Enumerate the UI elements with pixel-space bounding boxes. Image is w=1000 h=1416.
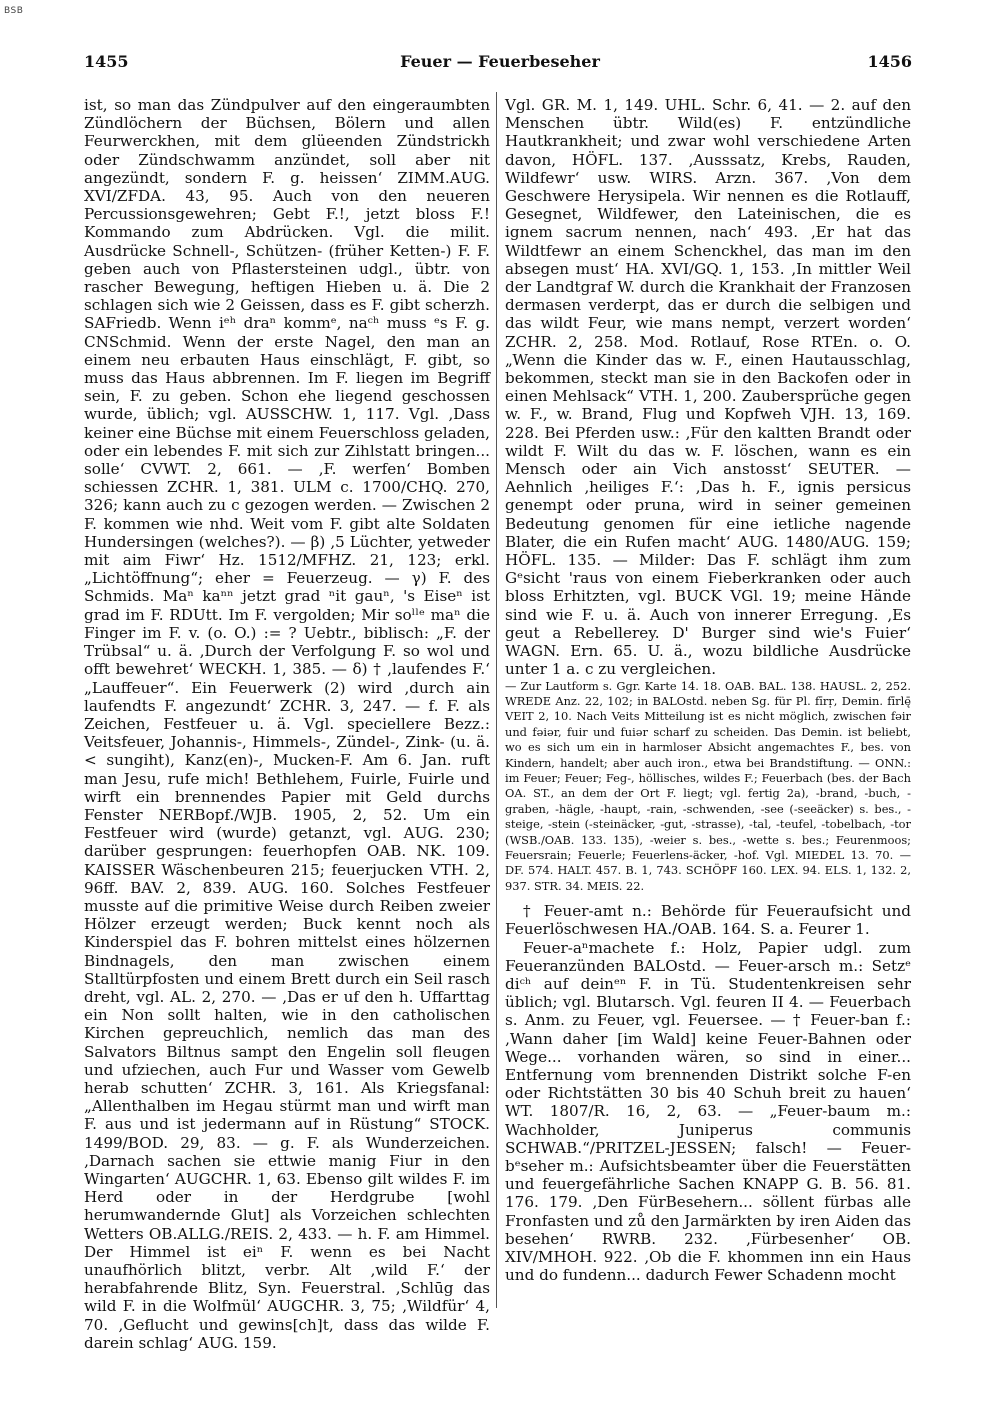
running-title: Feuer — Feuerbeseher — [400, 52, 600, 71]
entry-text: Vgl. GR. M. 1, 149. UHL. Schr. 6, 41. — 2. auf den Menschen übtr. Wild(es) F. entzündliche Hautkrankheit; und zwar wohl verschiedene Arten davon, HÖFL. 137. ‚Ausssatz, Krebs, Rauden, Wildfewr‘ usw. WIRS. Arzn. 367. ‚Von dem Geschwere Herysipela. Wir nennen es die Rotlauff, Gesegnet, Wildfewer, den Lateinischen, die es ignem sacrum nennen, nach‘ 493. ‚Er hat das Wildtfewr an einem Schenckhel, das man im den absegen must‘ HA. XVI/GQ. 1, 153. ‚In mittler Weil der Landtgraf W. durch die Krankhait der Franzosen dermasen verderpt, das er durch die selbigen und das wildt Feur, wie mans nempt, verzert worden‘ ZCHR. 2, 258. Mod. Rotlauf, Rose RTEn. o. O. „Wenn die Kinder das w. F., einen Hautausschlag, bekommen, steckt man sie in den Backofen oder in einen Mehlsack“ VTH. 1, 200. Zaubersprüche gegen w. F., w. Brand, Flug und Kopfweh VJH. 13, 169. 228. Bei Pferden usw.: ‚Für den kaltten Brandt oder wildt F. Wilt du das w. F. löschen, wann es ein Mensch oder ain Vich anstosst‘ SEUTER. — Aehnlich ‚heiliges F.‘: ‚Das h. F., ignis persicus genempt oder pruna, wird in seiner gemeinen Bedeutung genomen für eine ietliche nagende Blater, die ein Rufen macht‘ AUG. 1480/AUG. 159; HÖFL. 135. — Milder: Das F. schlägt ihm zum Gᵉsicht 'raus von einem Fieberkranken oder auch bloss Erhitzten, vgl. BUCK VGl. 19; meine Hände sind wie F. u. ä. Auch von innerer Erregung. ‚Es geut a Rebellerey. D' Burger sind wie's Fuier‘ WAGN. Ern. 65. U. ä., wozu bildliche Ausdrücke unter 1 a. c zu vergleichen. — [505, 96, 911, 679]
page-number-right: 1456 — [867, 52, 912, 71]
entry-feuer-anmachete: Feuer-aⁿmachete f.: Holz, Papier udgl. zum Feueranzünden BALOstd. — Feuer-arsch m.: Setzᵉ diᶜʰ auf deinᵉⁿ F. in Tü. Studentenkreisen sehr üblich; vgl. Blutarsch. Vgl. feuren II 4. — Feuerbach s. Anm. zu Feuer, vgl. Feuersee. — † Feuer-ban f.: ‚Wann daher [im Wald] keine Feuer-Bahnen oder Wege... vorhanden wären, so sind in einer... Entfernung vom brennenden Distrikt solche F-en oder Richtstätten 30 bis 40 Schuh breit zu hauen‘ WT. 1807/R. 16, 2, 63. — „Feuer-baum m.: Wachholder, Juniperus communis SCHWAB.“/PRITZEL-JESSEN; falsch! — Feuer-bᵉseher m.: Aufsichtsbeamter über die Feuerstätten und feuergefährliche Sachen KNAPP G. B. 56. 81. 176. 179. ‚Den FürBesehern... söllent fürbas alle Fronfasten und zů den Jarmärkten by iren Aiden das besehen‘ RWRB. 232. ‚Fürbesenher‘ OB. XIV/MHOH. 922. ‚Ob die F. khommen inn ein Haus und do fundenn... dadurch Fewer Schadenn mocht — [505, 938, 911, 1285]
entry-text: ist, so man das Zündpulver auf den eingeraumbten Zündlöchern der Büchsen, Bölern und allen Feurwerckhen, mit dem glüeenden Zündstrickh oder Zündschwamm anzündet, soll aber nit angezündt, sondern F. g. heissen‘ ZIMM.AUG. XVI/ZFDA. 43, 95. Auch von den neueren Percussionsgewehren; Gebt F.!, jetzt bloss F.! Kommando zum Abdrücken. Vgl. die milit. Ausdrücke Schnell-, Schützen- (früher Ketten-) F. F. geben auch von Pflastersteinen udgl., übtr. von rascher Bewegung, heftigen Hieben u. ä. Die 2 schlagen sich wie 2 Geissen, dass es F. gibt scherzh. SAFriedb. Wenn iᵉʰ draⁿ kommᵉ, naᶜʰ muss ᵉs F. g. CNSchmid. Wenn der erste Nagel, den man an einem neu erbauten Haus einschlägt, F. gibt, so muss das Haus abbrennen. Im F. liegen im Begriff sein, F. zu geben. Schon ehe liegend geschossen wurde, üblich; vgl. AUSSCHW. 1, 117. Vgl. ‚Dass keiner eine Büchse mit einem Feuerschloss geladen, oder ein lebendes F. mit sich zur Zihlstatt bringen... solle‘ CVWT. 2, 661. — ‚F. werfen‘ Bomben schiessen ZCHR. 1, 381. ULM c. 1700/CHQ. 270, 326; kann auch zu c gezogen werden. — Zwischen 2 F. kommen wie nhd. Weit vom F. gibt alte Soldaten Hundersingen (welches?). — β) ‚5 Lüchter, yetweder mit aim Fiwr‘ Hz. 1512/MFHZ. 21, 123; erkl. „Lichtöffnung“; eher = Feuerzeug. — γ) F. des Schmids. Maⁿ kaⁿⁿ jetzt grad ⁿit gauⁿ, 's Eiseⁿ ist grad im F. RDUtt. Im F. vergolden; Mir soˡˡᵉ maⁿ die Finger im F. v. (o. O.) := ? Uebtr., biblisch: „F. der Trübsal“ u. ä. ‚Durch der Verfolgung F. so wol und offt bewehret‘ WECKH. 1, 385. — δ) † ‚laufendes F.‘ „Lauffeuer“. Ein Feuerwerk (2) wird ‚durch ain laufendts F. angezundt‘ ZCHR. 3, 247. — f. F. als Zeichen, Festfeuer u. ä. Vgl. speciellere Bezz.: Veitsfeuer, Johannis-, Himmels-, Zündel-, Zink- (u. ä. < sungiht), Kanz(en)-, Mucken-F. Am 6. Jan. ruft man Jesu, rufe mich! Bethlehem, Fuirle, Fuirle und wirft ein brennendes Papier mit Geld durchs Fenster NERBopf./WJB. 1905, 2, 52. Um ein Festfeuer wird (wurde) getanzt, vgl. AUG. 230; darüber gesprungen: feuerhopfen OAB. NK. 109. KAISSER Wäschenbeuren 215; feuerjucken VTH. 2, 96ff. BAV. 2, 839. AUG. 160. Solches Festfeuer musste auf die primitive Weise durch Reiben zweier Hölzer erzeugt werden; Buck kennt noch als Kinderspiel das F. bohren mittelst eines hölzernen Bindnagels, den man zwischen einem Stalltürpfosten und einem Brett durch ein Seil rasch dreht, vgl. AL. 2, 270. — ‚Das er uf den h. Uffarttag ein Non sollt halten, wie in den catholischen Kirchen gepreuchlich, nemlich das man des Salvators Biltnus sampt den Engelin soll fleugen und ufziechen, auch Fur und Wasser vom Gewelb herab schutten‘ ZCHR. 3, 161. Als Kriegsfanal: „Allenthalben im Hegau stürmt man und wirft man F. aus und ist jedermann auf in Rüstung“ STOCK. 1499/BOD. 29, 83. — g. F. als Wunderzeichen. ‚Darnach sachen sie ettwie manig Fiur in den Wingarten‘ AUGCHR. 1, 63. Ebenso gilt wildes F. im Herd oder in der Herdgrube [wohl herumwandernde Glut] als Vorzeichen schlechten Wetters OB.ALLG./REIS. 2, 433. — h. F. am Himmel. Der Himmel ist eiⁿ F. wenn es bei Nacht unaufhörlich blitzt, verbr. Alt ‚wild F.‘ der herabfahrende Blitz, Syn. Feuerstral. ‚Schlūg das wild F. in die Wolfmül‘ AUGCHR. 3, 75; ‚Wildfür‘ 4, 70. ‚Geflucht und gewins[ch]t, dass das wilde F. darein schlag‘ AUG. 159. — [84, 96, 490, 1352]
page-header — [0, 52, 1000, 82]
page-number-left: 1455 — [84, 52, 129, 71]
right-column — [505, 96, 911, 1304]
entry-feuer-amt: † Feuer-amt n.: Behörde für Feueraufsicht und Feuerlöschwesen HA./OAB. 164. S. a. Feurer 1. — [505, 902, 911, 939]
library-stamp: BSB — [4, 6, 24, 16]
left-column — [84, 96, 490, 1352]
etymology-note: — Zur Lautform s. Ggr. Karte 14. 18. OAB. BAL. 138. HAUSL. 2, 252. WREDE Anz. 22, 102; in BALOstd. neben Sg. für Pl. fīrṛ, Demin. fīrlę̄ VEIT 2, 10. Nach Veits Mitteilung ist es nicht möglich, zwischen fəir und fəiər, fuir und fuiər scharf zu scheiden. Das Demin. ist beliebt, wo es sich um ein in harmloser Absicht angemachtes F., bes. von Kindern, handelt; aber auch iron., etwa bei Brandstiftung. — ONN.: im Feuer; Feuer; Feg-, höllisches, wildes F.; Feuerbach (bes. der Bach OA. ST., an dem der Ort F. liegt; vgl. fertig 2a), -brand, -buch, -graben, -hägle, -haupt, -rain, -schwenden, -see (-seeäcker) s. bes., -steige, -stein (-steinäcker, -gut, -strasse), -tal, -teufel, -tobelbach, -tor (WSB./OAB. 133. 135), -weier s. bes., -wette s. bes.; Feurenmoos; Feuersrain; Feuerle; Feuerlens-äcker, -hof. Vgl. MIEDEL 13. 70. — DF. 574. HALT. 457. B. 1, 743. SCHÖPF 160. LEX. 94. ELS. 1, 132. 2, 937. STR. 34. MEIS. 22. — [505, 678, 911, 893]
column-divider — [496, 92, 497, 1308]
